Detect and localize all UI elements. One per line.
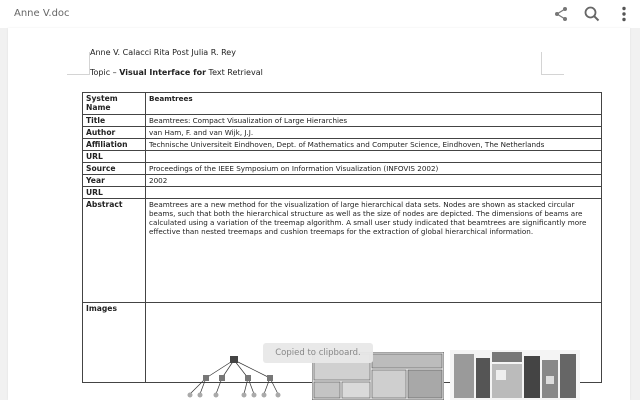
row-key: Title <box>83 115 146 127</box>
row-value: Beamtrees are a new method for the visualization of large hierarchical data sets. Nodes are shown as stacked circular beams, such that both the hierarchical structure as well as the size of nodes are depicted. The dimensions of beams are calculated using a variation of the treemap algorithm. A small user study indicated that beamtrees are significantly more effective than nested treemaps and cushion treemaps for the extraction of global hierarchical information. <box>146 199 602 303</box>
row-value: 2002 <box>146 175 602 187</box>
authors-line: Anne V. Calacci Rita Post Julia R. Rey <box>90 48 236 57</box>
row-value: Beamtrees: Compact Visualization of Large Hierarchies <box>146 115 602 127</box>
row-value <box>146 187 602 199</box>
margin-corner-mark <box>541 52 564 75</box>
table-row <box>83 115 602 127</box>
table-row <box>83 187 602 199</box>
row-key: Author <box>83 127 146 139</box>
table-row <box>83 199 602 303</box>
beamtree-image <box>450 350 580 400</box>
table-row <box>83 175 602 187</box>
more-vert-icon[interactable] <box>614 4 634 24</box>
document-title: Anne V.doc <box>14 8 70 19</box>
row-value <box>146 151 602 163</box>
table-row <box>83 127 602 139</box>
row-value: Beamtrees <box>146 93 602 115</box>
search-icon[interactable] <box>582 4 602 24</box>
metadata-table <box>82 92 602 383</box>
table-row <box>83 151 602 163</box>
row-key: URL <box>83 151 146 163</box>
table-row <box>83 139 602 151</box>
row-value: van Ham, F. and van Wijk, J.J. <box>146 127 602 139</box>
row-value: Proceedings of the IEEE Symposium on Information Visualization (INFOVIS 2002) <box>146 163 602 175</box>
row-key: System Name <box>83 93 146 115</box>
margin-corner-mark <box>67 52 90 75</box>
row-key: Images <box>83 303 146 383</box>
top-app-bar <box>0 0 640 28</box>
toast-message: Copied to clipboard. <box>263 343 373 363</box>
table-row <box>83 163 602 175</box>
table-row <box>83 93 602 115</box>
row-value: Technische Universiteit Eindhoven, Dept. of Mathematics and Computer Science, Eindhoven, The Netherlands <box>146 139 602 151</box>
share-icon[interactable] <box>551 4 571 24</box>
topic-prefix: Topic – <box>90 68 120 77</box>
row-key: Year <box>83 175 146 187</box>
topic-rest: Text Retrieval <box>206 68 263 77</box>
topic-line <box>90 68 263 77</box>
row-key: Abstract <box>83 199 146 303</box>
row-key: Source <box>83 163 146 175</box>
topic-bold: Visual Interface for <box>119 68 207 77</box>
row-key: URL <box>83 187 146 199</box>
row-key: Affiliation <box>83 139 146 151</box>
